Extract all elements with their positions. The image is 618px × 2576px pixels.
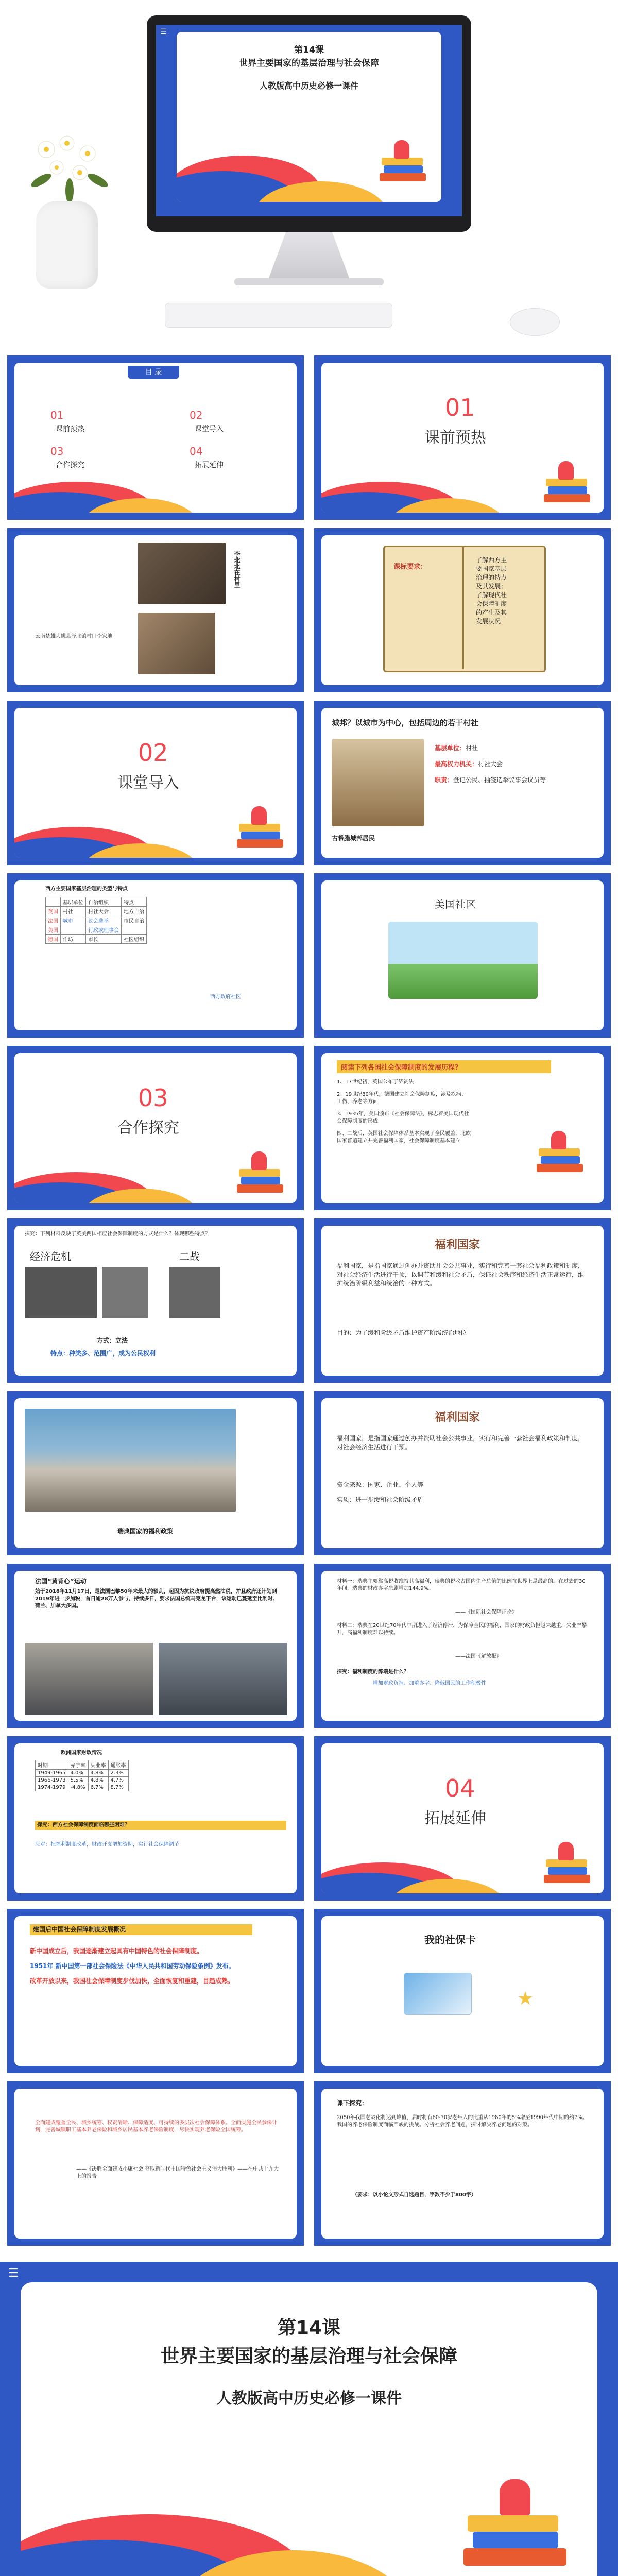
- greek-painting: [332, 739, 424, 826]
- crisis-right-label: 二战: [179, 1250, 200, 1263]
- material-2: 材料二：瑞典在20世纪70年代中期进入了经济停滞，为保障全民的福利，国家的财政负担越来越重，失业率攀升，高福利制度难以持续。: [337, 1623, 587, 1636]
- crisis-method: 方式：立法: [97, 1337, 128, 1344]
- quote-source: ——《决胜全面建成小康社会 夺取新时代中国特色社会主义伟大胜利》——在中共十九大上的报告: [76, 2166, 279, 2179]
- slide-curriculum[interactable]: [314, 528, 611, 692]
- vase-image: [36, 201, 98, 289]
- welfare-2-body: 福利国家，是指国家通过创办并资助社会公共事业，实行和完善一套社会福利政策和制度，对社会经济生活进行干预。: [337, 1435, 585, 1451]
- keyboard-image: [165, 303, 392, 328]
- toc-item-2[interactable]: 课堂导入: [195, 425, 224, 433]
- slide-welfare-history[interactable]: [314, 1046, 611, 1210]
- banner-title: 世界主要国家的基层治理与社会保障: [160, 2346, 457, 2367]
- slide-social-card[interactable]: [314, 1909, 611, 2073]
- slide-nordic[interactable]: [7, 1391, 304, 1555]
- slide-toc[interactable]: [7, 355, 304, 520]
- table-title: 欧洲国家财政情况: [61, 1750, 102, 1756]
- finance-table: 时期 赤字率 失业率 通胀率 1949-1965 4.0% 4.8% 2.3% 1966-1973 5.5% 4.8% 4.7% 1974-1979 -4.8% 6.7% 8.7%: [35, 1760, 129, 1791]
- crisis-question: 探究：下列材料反映了英美两国相应社会保障制度的方式是什么？体现哪些特点？: [25, 1231, 210, 1237]
- material-question: 探究：福利制度的弊端是什么？: [337, 1669, 409, 1675]
- section-4-title: 拓展延伸: [424, 1809, 486, 1827]
- welfare-2-title: 福利国家: [435, 1411, 480, 1424]
- crisis-photo-1: [25, 1267, 97, 1318]
- china-title: 建国后中国社会保障制度发展概况: [30, 1924, 252, 1935]
- stockholm-photo: [25, 1409, 236, 1512]
- section-4-number: 04: [445, 1774, 475, 1802]
- table-question: 探究：西方社会保障制度面临哪些困难？: [35, 1821, 286, 1830]
- monitor-frame: [147, 15, 471, 232]
- monitor-stand: [268, 232, 350, 281]
- toc-title: 目 录: [128, 366, 179, 379]
- city-footer: 古希腊城邦居民: [332, 835, 375, 842]
- compare-note: 西方政府社区: [210, 994, 241, 1000]
- books-illustration: [380, 140, 426, 181]
- protest-photo-2: [159, 1643, 287, 1715]
- crisis-feature: 特点：种类多、范围广，成为公民权利: [50, 1350, 156, 1357]
- china-lines: 新中国成立后，我国逐渐建立起具有中国特色的社会保障制度。 1951年 新中国第一部社会保险法《中华人民共和国劳动保险条例》发布。 改革开放以来，我国社会保障制度步伐加快，全面恢复和重建，目趋成熟。: [30, 1947, 235, 1985]
- slide-city-state[interactable]: [314, 701, 611, 865]
- monitor-screen-slide: [156, 25, 462, 216]
- section-3-number: 03: [138, 1084, 168, 1112]
- homework-title: 课下探究：: [337, 2099, 368, 2107]
- quote-text: 全面建成覆盖全民、城乡统筹、权责清晰、保障适度、可持续的多层次社会保障体系。全面实施全民参保计划，完善城镇职工基本养老保险和城乡居民基本养老保险制度，尽快实现养老保险全国统筹。: [35, 2120, 277, 2133]
- welfare-2-items: 资金来源：国家、企业、个人等 实质：进一步缓和社会阶级矛盾: [337, 1481, 424, 1503]
- hero-mockup: [0, 0, 618, 355]
- books-illustration: [464, 2478, 566, 2566]
- crisis-left-label: 经济危机: [30, 1250, 71, 1263]
- compare-title: 西方主要国家基层治理的类型与特点: [45, 886, 128, 892]
- city-lines: 基层单位：村社 最高权力机关：村社大会 职责：登记公民、抽签选举议事会议员等: [435, 744, 546, 784]
- curriculum-label: 课标要求：: [393, 563, 427, 571]
- toc-num-1: 01: [50, 409, 64, 421]
- table-answer: 应对：把福利制度改革，财政开支增加资助，实行社会保障调节: [35, 1842, 179, 1848]
- city-question: 城邦？以城市为中心，包括周边的若干村社: [332, 718, 479, 727]
- crisis-photo-2: [102, 1267, 148, 1318]
- toc-num-3: 03: [50, 445, 64, 457]
- banner-subtitle: 人教版高中历史必修一课件: [216, 2389, 402, 2408]
- slide-welfare-state-1[interactable]: [314, 1218, 611, 1383]
- slide-welfare-state-2[interactable]: [314, 1391, 611, 1555]
- photo-caption-1: 李北北在村里: [233, 551, 241, 588]
- curriculum-text: 了解西方主 要国家基层 治理的特点 及其发展； 了解现代社 会保障制度 的产生及其 发展状况: [476, 556, 507, 625]
- slide-materials[interactable]: [314, 1564, 611, 1728]
- menu-icon: ☰: [160, 28, 167, 36]
- screen-title: 世界主要国家的基层治理与社会保障: [239, 58, 379, 69]
- slide-section-2[interactable]: [7, 701, 304, 865]
- section-3-title: 合作探究: [117, 1119, 179, 1137]
- slide-community[interactable]: [314, 873, 611, 1038]
- homework-body: 2050年我国老龄化将达到峰值，届时将有60-70岁老年人的比重从1980年的5%增至1990年代中期的约7%。我国的养老保险制度面临严峻的挑战。分析社会养老问题，探讨解决养老问题的对策。: [337, 2115, 588, 2128]
- slide-section-4[interactable]: [314, 1736, 611, 1901]
- crisis-photo-3: [169, 1267, 220, 1318]
- slide-quote[interactable]: [7, 2081, 304, 2246]
- slide-homework[interactable]: [314, 2081, 611, 2246]
- books-illustration: [544, 461, 590, 502]
- village-meeting-photo: [138, 543, 226, 604]
- material-1: 材料一：瑞典主要靠高税收维持其高福利，瑞典的税收占国内生产总值的比例在世界上是最高的。在过去的30年间，瑞典的财政赤字急剧增加144.9%。: [337, 1579, 586, 1591]
- toc-item-3[interactable]: 合作探究: [56, 461, 84, 469]
- welfare-1-title: 福利国家: [435, 1239, 480, 1251]
- menu-icon: ☰: [8, 2267, 19, 2280]
- slide-title-banner[interactable]: [0, 2262, 618, 2576]
- slide-section-3[interactable]: [7, 1046, 304, 1210]
- toc-num-4: 04: [190, 445, 203, 457]
- slide-crisis[interactable]: [7, 1218, 304, 1383]
- toc-item-4[interactable]: 拓展延伸: [195, 461, 224, 469]
- welfare-1-body: 福利国家，是指国家通过创办并资助社会公共事业，实行和完善一套社会福利政策和制度，对社会经济生活进行干预，以调节和缓和社会矛盾，保证社会秩序和经济生活正常运行，维护统治阶级利益和统治的一种方式。: [337, 1262, 585, 1287]
- slide-compare-table[interactable]: [7, 873, 304, 1038]
- section-1-number: 01: [445, 394, 475, 421]
- photo-caption-2: 云南楚雄大姚县泽北镇村口李家地: [35, 634, 112, 639]
- welfare-history-title: 阅读下列各国社会保障制度的发展历程?: [337, 1060, 551, 1073]
- nordic-caption: 瑞典国家的福利政策: [117, 1528, 174, 1535]
- yellow-body: 始于2018年11月17日，是法国巴黎50年来最大的骚乱，起因为抗议政府提高燃油税，并且政府还计划到2019年进一步加税，首日逾28万人参与，持续多日，要求法国总统马克龙下台，该运动已蔓延至比利时、荷兰、加拿大多国。: [35, 1589, 278, 1609]
- mouse-image: [510, 308, 560, 336]
- screen-number: 第14课: [294, 45, 324, 55]
- slide-section-1[interactable]: [314, 355, 611, 520]
- flower-bouquet-image: [26, 129, 113, 206]
- compare-table: 基层单位 自治组织 特点 英国 村社 村社大会 地方自治 法国 城市 议会选举 市民自治 美国 行政或理事会 德国 作坊 市长 社区组织: [45, 897, 147, 944]
- material-2-source: ——法国《解放报》: [455, 1654, 502, 1659]
- section-2-number: 02: [138, 739, 168, 767]
- village-gate-photo: [138, 613, 215, 674]
- section-2-title: 课堂导入: [117, 774, 179, 792]
- section-1-title: 课前预热: [424, 429, 486, 447]
- material-answer: 增加财政负担、加重赤字、降低国民的工作积极性: [373, 1681, 486, 1686]
- slide-china[interactable]: [7, 1909, 304, 2073]
- yellow-title: 法国“黄背心”运动: [35, 1578, 87, 1585]
- social-card-title: 我的社保卡: [424, 1934, 476, 1946]
- slide-table[interactable]: [7, 1736, 304, 1901]
- homework-requirement: （要求：以小论文形式自选题目，字数不少于800字）: [352, 2192, 476, 2198]
- star-icon: ★: [517, 1988, 534, 2009]
- slide-yellow-vest[interactable]: [7, 1564, 304, 1728]
- banner-number: 第14课: [277, 2317, 341, 2338]
- monitor-base: [234, 278, 384, 285]
- protest-photo-1: [25, 1643, 153, 1715]
- screen-subtitle: 人教版高中历史必修一课件: [259, 81, 358, 91]
- welfare-1-purpose: 目的：为了缓和阶级矛盾维护资产阶级统治地位: [337, 1329, 467, 1336]
- slide-photos-1[interactable]: [7, 528, 304, 692]
- community-title: 美国社区: [435, 898, 476, 910]
- social-card-image: [404, 1973, 472, 2015]
- community-illustration: [388, 922, 538, 999]
- welfare-history-lines: 1、17世纪初，英国公布了济贫法 2、19世纪80年代，德国建立社会保障制度，涉及疾病、工伤、养老等方面 3、1935年，美国颁布《社会保障法》，标志着美国现代社会保障制度的形成 四、二战后，英国社会保障体系基本实现了全民覆盖，北欧国家普遍建立并完善福利国家，社会保障制度基本建立: [337, 1079, 471, 1144]
- material-1-source: ——《国际社会保障评论》: [455, 1609, 517, 1615]
- toc-num-2: 02: [190, 409, 203, 421]
- toc-item-1[interactable]: 课前预热: [56, 425, 84, 433]
